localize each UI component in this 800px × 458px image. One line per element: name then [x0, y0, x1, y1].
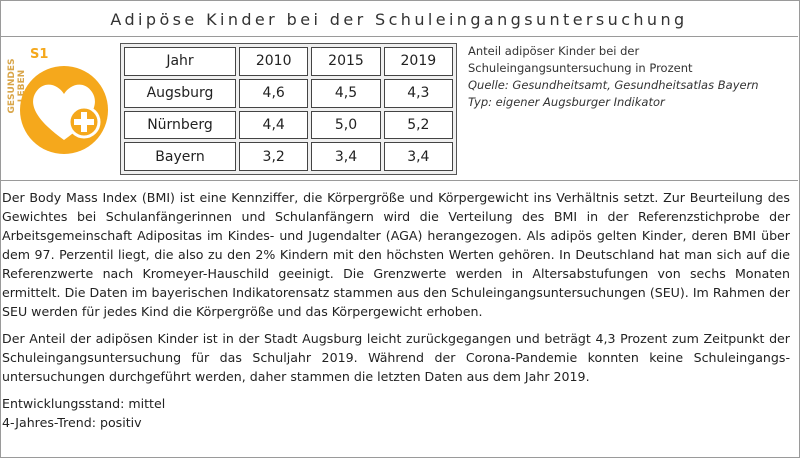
- table-cell: Nürnberg: [124, 111, 236, 140]
- table-header-cell: 2019: [384, 47, 453, 76]
- table-cell: 4,4: [239, 111, 308, 140]
- table-cell: 3,2: [239, 142, 308, 171]
- paragraph: Der Anteil der adipösen Kinder ist in der Stadt Augsburg leicht zurückgegangen und beträgt 4,3 Prozent zum Zeitpunkt der Schuleingangsuntersuchung für das Schuljahr 2019. Während der Corona-Pandemie konnten keine Schuleingangs-untersuchungen durchgeführt werden, daher stammen die letzten Daten aus dem Jahr 2019.: [2, 331, 790, 384]
- table-header-cell: Jahr: [124, 47, 236, 76]
- section-divider: [0, 180, 798, 181]
- table-row: [124, 111, 453, 140]
- table-cell: 3,4: [384, 142, 453, 171]
- table-cell: 4,3: [384, 79, 453, 108]
- svg-text:GESUNDES: GESUNDES: [7, 58, 17, 114]
- logo-badge: S1: [30, 47, 49, 62]
- trend-status: 4-Jahres-Trend: positiv: [2, 415, 142, 430]
- indicator-type: Typ: eigener Augsburger Indikator: [468, 95, 665, 109]
- body-text: [2, 188, 790, 432]
- heart-plus-icon: [2, 40, 114, 172]
- table-cell: 5,0: [311, 111, 380, 140]
- table-cell: 4,6: [239, 79, 308, 108]
- paragraph: Der Body Mass Index (BMI) ist eine Kennziffer, die Körpergröße und Körpergewicht ins Verhältnis setzt. Zur Beurteilung des Gewichtes bei Schulanfängerinnen und Schulanfängern wird die Verteilung des BMI in der Referenzstichprobe der Arbeitsgemeinschaft Adipositas im Kindes- und Jugendalter (AGA) herangezogen. Als adipös gelten Kinder, deren BMI über dem 97. Perzentil liegt, die also zu den 2% Kindern mit den höchsten Werten gehören. In Deutschland hat man sich auf die Referenzwerte nach Kromeyer-Hauschild geeinigt. Die Grenzwerte werden in Altersabstufungen von sechs Monaten ermittelt. Die Daten im bayerischen Indikatorensatz stammen aus den Schuleingangsuntersuchungen (SEU). Im Rahmen der SEU werden für jedes Kind die Körpergröße und das Körpergewicht erhoben.: [2, 190, 790, 319]
- table-row: [124, 79, 453, 108]
- table-header-row: [124, 47, 453, 76]
- title-divider: [0, 36, 798, 37]
- table-cell: Augsburg: [124, 79, 236, 108]
- table-cell: 3,4: [311, 142, 380, 171]
- development-status: Entwicklungsstand: mittel: [2, 396, 166, 411]
- table-row: [124, 142, 453, 171]
- table-cell: Bayern: [124, 142, 236, 171]
- svg-text:LEBEN: LEBEN: [17, 69, 27, 103]
- table-header-cell: 2015: [311, 47, 380, 76]
- table-header-cell: 2010: [239, 47, 308, 76]
- indicator-description: Anteil adipöser Kinder bei der Schuleingangsuntersuchung in Prozent: [468, 44, 693, 75]
- indicator-info: [468, 43, 793, 111]
- table-cell: 5,2: [384, 111, 453, 140]
- page-title: Adipöse Kinder bei der Schuleingangsuntersuchung: [110, 10, 688, 29]
- data-table: [120, 43, 457, 175]
- indicator-source: Quelle: Gesundheitsamt, Gesundheitsatlas Bayern: [468, 78, 759, 92]
- table-cell: 4,5: [311, 79, 380, 108]
